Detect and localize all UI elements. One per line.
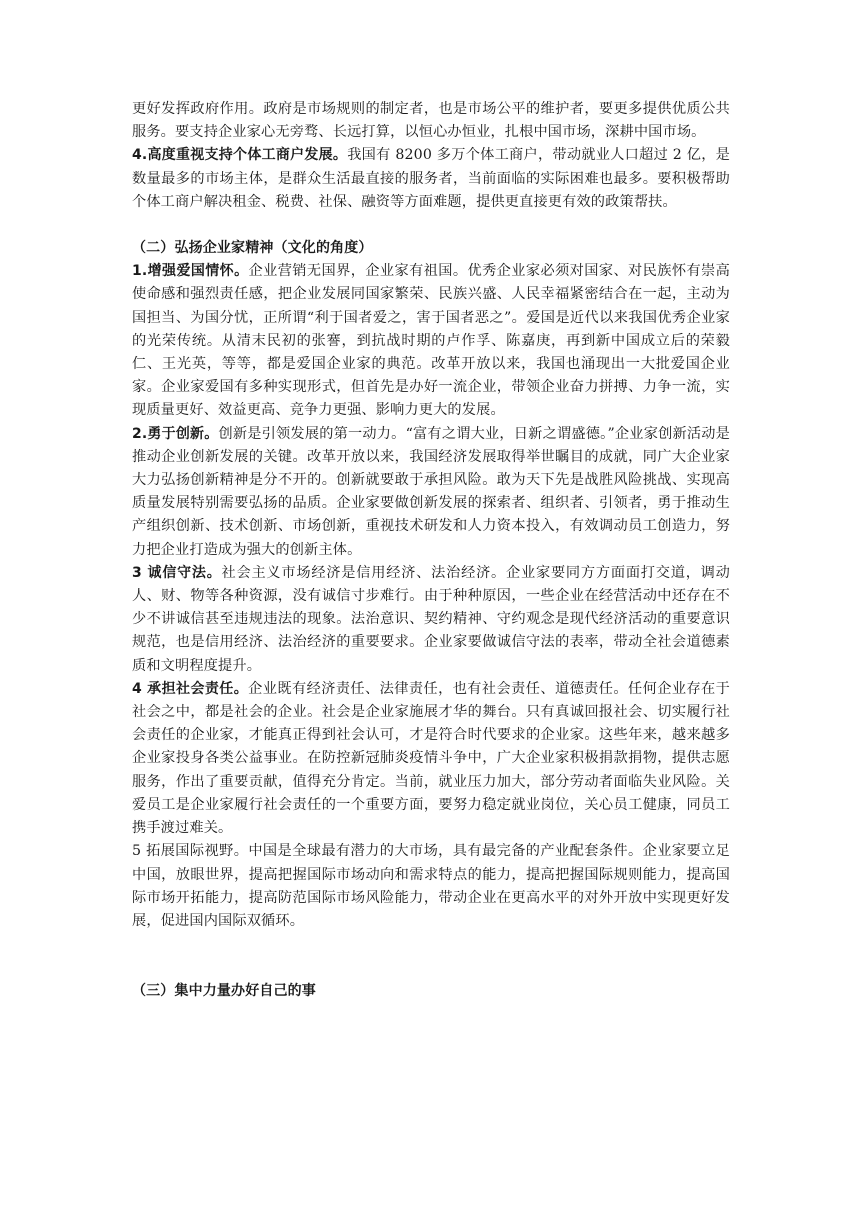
item-1-text: 企业营销无国界，企业家有祖国。优秀企业家必须对国家、对民族怀有崇高使命感和强烈责任感，把企业发展同国家繁荣、民族兴盛、人民幸福紧密结合在一起，主动为国担当、为国分忧，正所谓“利于国者爱之，害于国者恶之”。爱国是近代以来我国优秀企业家的光荣传统。从清末民初的张謇，到抗战时期的卢作孚、陈嘉庚，再到新中国成立后的荣毅仁、王光英，等等，都是爱国企业家的典范。改革开放以来，我国也涌现出一大批爱国企业家。企业家爱国有多种实现形式，但首先是办好一流企业，带领企业奋力拼搏、力争一流，实现质量更好、效益更高、竞争力更强、影响力更大的发展。: [132, 263, 730, 419]
item-4-lead: 4 承担社会责任。: [132, 680, 249, 697]
point-4-lead: 4.高度重视支持个体工商户发展。: [132, 147, 348, 164]
item-1-lead: 1.增强爱国情怀。: [132, 263, 249, 280]
intro-text: 更好发挥政府作用。政府是市场规则的制定者，也是市场公平的维护者，要更多提供优质公共服务。要支持企业家心无旁骛、长远打算，以恒心办恒业，扎根中国市场，深耕中国市场。: [132, 101, 730, 141]
intro-paragraph: [132, 98, 730, 144]
point-4-text: 我国有 8200 多万个体工商户，带动就业人口超过 2 亿，是数量最多的市场主体，是群众生活最直接的服务者，当前面临的实际困难也最多。要积极帮助个体工商户解决租金、税费、社保、融资等方面难题，提供更直接更有效的政策帮扶。: [132, 147, 730, 210]
item-3-lead: 3 诚信守法。: [132, 564, 222, 581]
spacer: [132, 214, 730, 237]
section-2-item-1: [132, 260, 730, 422]
item-5-text: 5 拓展国际视野。中国是全球最有潜力的大市场，具有最完备的产业配套条件。企业家要立足中国，放眼世界，提高把握国际市场动向和需求特点的能力，提高把握国际规则能力，提高国际市场开拓能力，提高防范国际市场风险能力，带动企业在更高水平的对外开放中实现更好发展，促进国内国际双循环。: [132, 843, 730, 929]
item-2-lead: 2.勇于创新。: [132, 425, 219, 442]
section-2-item-2: [132, 423, 730, 562]
document-body: [132, 98, 730, 1003]
section-2-item-4: [132, 678, 730, 840]
section-2-heading: （二）弘扬企业家精神（文化的角度）: [132, 240, 373, 257]
section-3-heading: （三）集中力量办好自己的事: [132, 983, 316, 1000]
spacer: [132, 933, 730, 980]
item-2-text: 创新是引领发展的第一动力。“富有之谓大业，日新之谓盛德。”企业家创新活动是推动企业创新发展的关键。改革开放以来，我国经济发展取得举世瞩目的成就，同广大企业家大力弘扬创新精神是分不开的。创新就要敢于承担风险。敢为天下先是战胜风险挑战、实现高质量发展特别需要弘扬的品质。企业家要做创新发展的探索者、组织者、引领者，勇于推动生产组织创新、技术创新、市场创新，重视技术研发和人力资本投入，有效调动员工创造力，努力把企业打造成为强大的创新主体。: [132, 425, 730, 558]
item-3-text: 社会主义市场经济是信用经济、法治经济。企业家要同方方面面打交道，调动人、财、物等各种资源，没有诚信寸步难行。由于种种原因，一些企业在经营活动中还存在不少不讲诚信甚至违规违法的现象。法治意识、契约精神、守约观念是现代经济活动的重要意识规范，也是信用经济、法治经济的重要要求。企业家要做诚信守法的表率，带动全社会道德素质和文明程度提升。: [132, 564, 730, 674]
item-4-text: 企业既有经济责任、法律责任，也有社会责任、道德责任。任何企业存在于社会之中，都是社会的企业。社会是企业家施展才华的舞台。只有真诚回报社会、切实履行社会责任的企业家，才能真正得到社会认可，才是符合时代要求的企业家。这些年来，越来越多企业家投身各类公益事业。在防控新冠肺炎疫情斗争中，广大企业家积极捐款捐物，提供志愿服务，作出了重要贡献，值得充分肯定。当前，就业压力加大，部分劳动者面临失业风险。关爱员工是企业家履行社会责任的一个重要方面，要努力稳定就业岗位，关心员工健康，同员工携手渡过难关。: [132, 680, 731, 837]
section-2-item-5: [132, 840, 730, 933]
section-2-item-3: [132, 562, 730, 678]
point-4-paragraph: [132, 144, 730, 214]
